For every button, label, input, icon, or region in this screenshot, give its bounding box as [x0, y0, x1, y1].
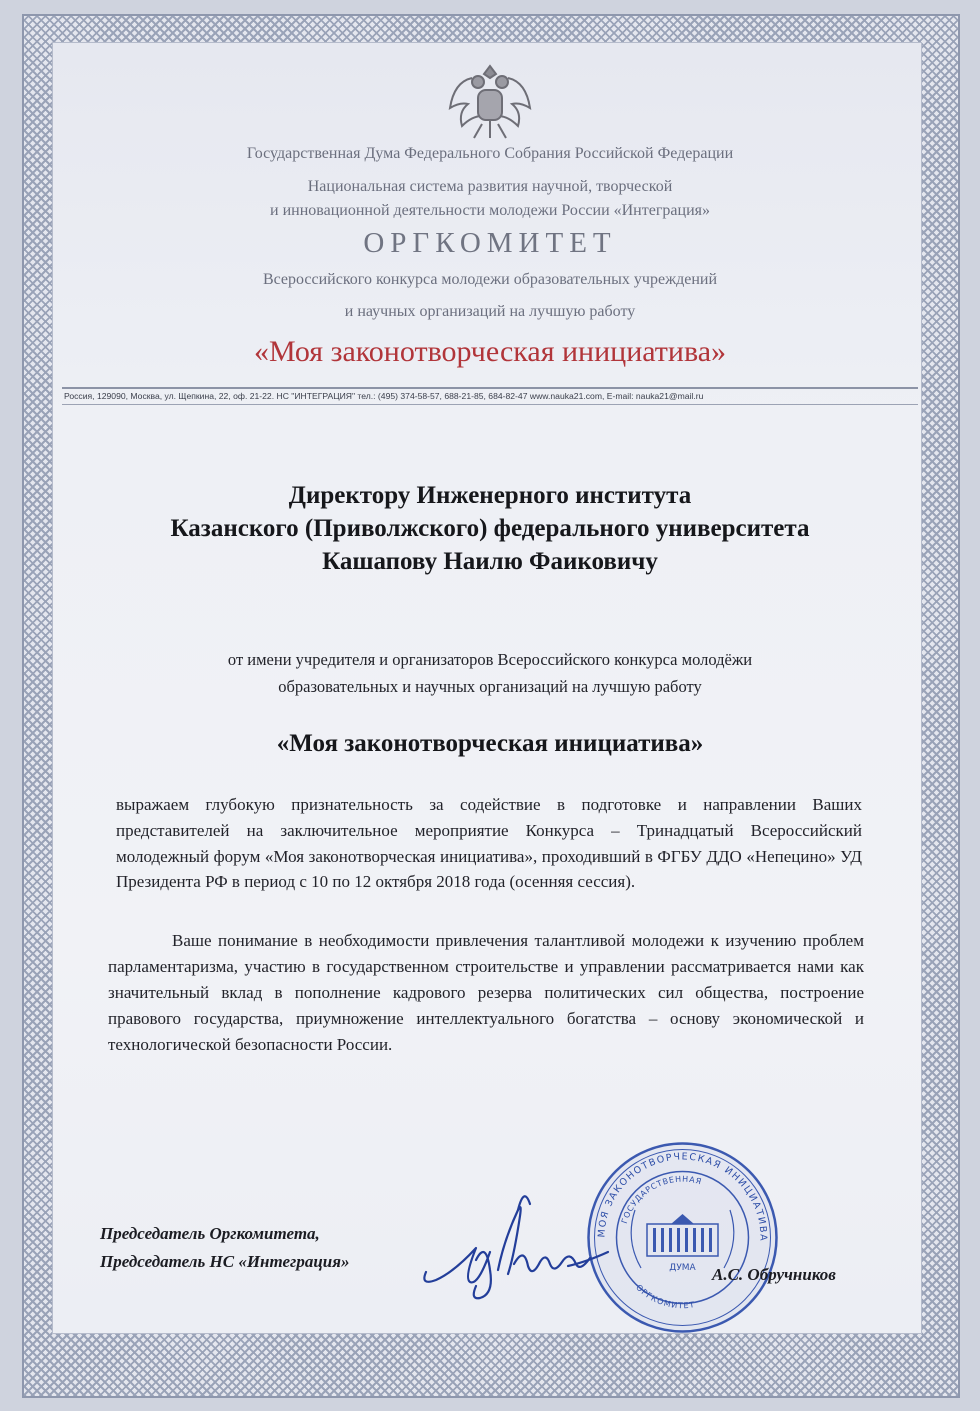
body-paragraph-1: выражаем глубокую признательность за содействие в подготовке и направлении Ваших представителей на заключительное мероприятие Конкурса – Тринадцатый Всероссийский молодежный форум «Моя законотворческая инициатива», проходивший в ФГБУ ДДО «Непецино» УД Президента РФ в период с 10 по 12 октября 2018 года (осенняя сессия). [116, 795, 862, 892]
signatory-title-1: Председатель Оргкомитета, [100, 1224, 320, 1243]
duma-header: Государственная Дума Федерального Собрания Российской Федерации [246, 145, 734, 162]
signatory-title-2: Председатель НС «Интеграция» [100, 1252, 350, 1271]
seal-inner-text: ГОСУДАРСТВЕННАЯ [619, 1174, 704, 1225]
seal-outer-text: МОЯ ЗАКОНОТВОРЧЕСКАЯ ИНИЦИАТИВА [596, 1151, 769, 1243]
coat-of-arms-icon [442, 52, 538, 148]
signatory-name: А.С. Обручников [712, 1265, 836, 1284]
intro-line2: образовательных и научных организаций на лучшую работу [278, 677, 702, 696]
system-header-line2: и инновационной деятельности молодежи России «Интеграция» [270, 202, 710, 219]
handwritten-signature [418, 1180, 628, 1310]
addressee-line2: Казанского (Приволжского) федерального университета [170, 515, 810, 542]
address-divider [62, 404, 918, 405]
system-header-line1: Национальная система развития научной, творческой [307, 178, 673, 195]
contest-header-line1: Всероссийского конкурса молодежи образовательных учреждений [262, 271, 718, 288]
header-divider [62, 387, 918, 389]
intro-line1: от имени учредителя и организаторов Всероссийского конкурса молодёжи [227, 650, 753, 669]
addressee-line3: Кашапову Наилю Фаиковичу [322, 548, 658, 575]
address-line: Россия, 129090, Москва, ул. Щепкина, 22, оф. 21-22. НС "ИНТЕГРАЦИЯ" тел.: (495) 374-58-57, 688-21-85, 684-82-47 www.nauka21.com, E-mail: nauka21@mail.ru [64, 391, 704, 401]
contest-header-line2: и научных организаций на лучшую работу [344, 303, 636, 320]
seal-center-text: ДУМА [669, 1263, 696, 1273]
contest-title-red: «Моя законотворческая инициатива» [253, 335, 727, 368]
contest-name: «Моя законотворческая инициатива» [276, 730, 704, 757]
seal-bottom-text: ОРГКОМИТЕТ [634, 1282, 696, 1311]
body-paragraph-2: Ваше понимание в необходимости привлечения талантливой молодежи к изучению проблем парламентаризма, участию в государственном строительстве и управлении рассматривается нами как значительный вклад в пополнение кадрового резерва политических сил общества, построение правового государства, приумножение интеллектуального богатства – основу экономической и технологической безопасности России. [108, 931, 864, 1054]
orgcommittee-heading: ОРГКОМИТЕТ [363, 227, 617, 259]
addressee-line1: Директору Инженерного института [288, 482, 692, 509]
